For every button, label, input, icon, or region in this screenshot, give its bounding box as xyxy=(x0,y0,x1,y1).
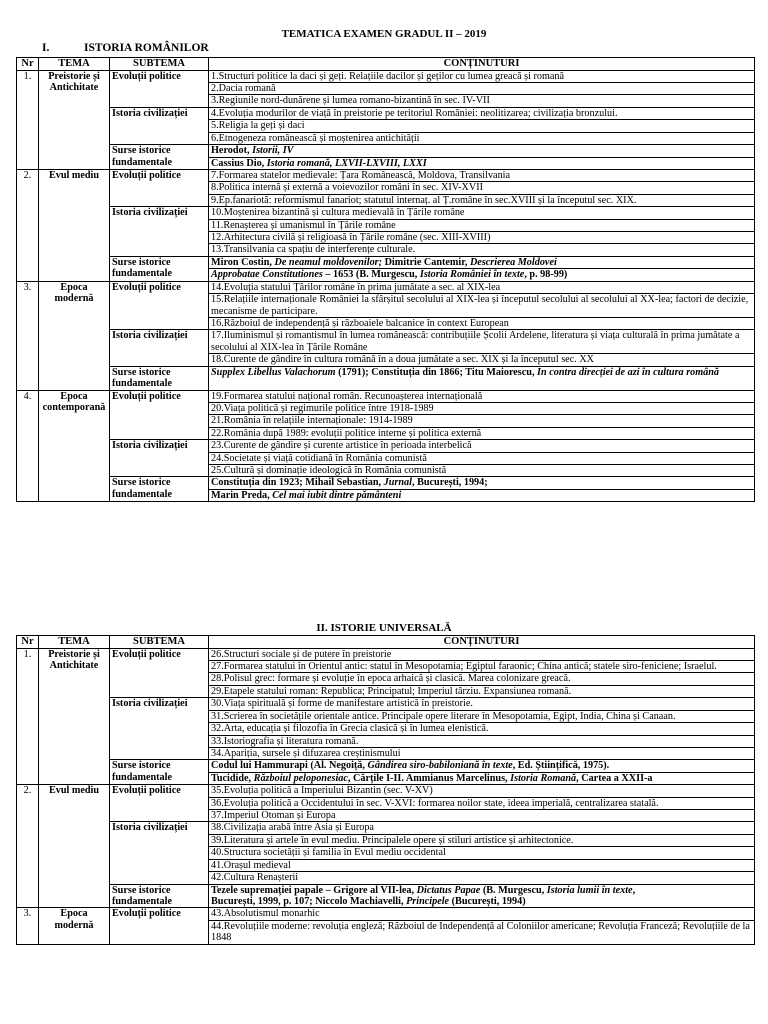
header-continuturi: CONȚINUTURI xyxy=(209,636,755,649)
source-item: Miron Costin, De neamul moldovenilor; Dimitrie Cantemir, Descrierea Moldovei xyxy=(209,256,755,268)
table-row xyxy=(17,281,755,293)
header-tema: TEMA xyxy=(39,58,110,71)
subtheme-politics: Evoluții politice xyxy=(110,169,209,206)
content-item: 23.Curente de gândire și curente artistice în perioada interbelică xyxy=(209,440,755,452)
content-item: 42.Cultura Renașterii xyxy=(209,872,755,884)
content-item: 21.România în relațiile internaționale: 1914-1989 xyxy=(209,415,755,427)
subtheme-civilization: Istoria civilizației xyxy=(110,822,209,884)
row-number: 3. xyxy=(17,281,39,390)
content-item: 24.Societate și viață cotidiană în România comunistă xyxy=(209,452,755,464)
row-number: 1. xyxy=(17,70,39,169)
content-item: 36.Evoluția politică a Occidentului în sec. V-XVI: formarea noilor state, ideea imperială, centralizarea statală. xyxy=(209,797,755,809)
subtheme-sources: Surse istorice fundamentale xyxy=(110,256,209,281)
content-item: 40.Structura societății și familia în Evul mediu occidental xyxy=(209,847,755,859)
section-heading-istorie-universala: II. ISTORIE UNIVERSALĂ xyxy=(316,622,452,634)
content-item: 10.Moștenirea bizantină și cultura medievală în Țările române xyxy=(209,207,755,219)
content-item: 6.Etnogeneza românească și moștenirea antichității xyxy=(209,132,755,144)
content-item: 9.Ep.fanariotă: reformismul fanariot; statutul internaț. al Ț.române în sec.XVIII și la începutul sec. XIX. xyxy=(209,194,755,206)
content-item: 37.Imperiul Otoman și Europa xyxy=(209,810,755,822)
source-item: Marin Preda, Cel mai iubit dintre pământeni xyxy=(209,489,755,501)
content-item: 31.Scrierea în societățile orientale antice. Principale opere literare în Mesopotamia, Egipt, India, China și Canaan. xyxy=(209,710,755,722)
content-item: 26.Structuri sociale și de putere în preistorie xyxy=(209,648,755,660)
row-number: 1. xyxy=(17,648,39,785)
source-item: Tucidide, Războiul peloponesiac, Cărțile I-II. Ammianus Marcelinus, Istoria Romană, Cartea a XXII-a xyxy=(209,772,755,784)
row-theme: Evul mediu xyxy=(39,169,110,281)
subtheme-civilization: Istoria civilizației xyxy=(110,698,209,760)
subtheme-civilization: Istoria civilizației xyxy=(110,440,209,477)
table-header-row xyxy=(17,636,755,649)
row-number: 2. xyxy=(17,169,39,281)
content-item: 14.Evoluția statului Țărilor române în prima jumătate a sec. al XIX-lea xyxy=(209,281,755,293)
content-item: 27.Formarea statului în Orientul antic: statul în Mesopotamia; Egiptul faraonic; China antică; statele siro-feniciene; Israelul. xyxy=(209,660,755,672)
content-item: 2.Dacia romană xyxy=(209,82,755,94)
content-item: 8.Politica internă și externă a voievozilor români în sec. XIV-XVII xyxy=(209,182,755,194)
content-item: 33.Istoriografia și literatura romană. xyxy=(209,735,755,747)
syllabus-table-romanian-history xyxy=(16,57,755,502)
content-item: 1.Structuri politice la daci și geți. Relațiile dacilor și geților cu lumea greacă și romană xyxy=(209,70,755,82)
document-title: TEMATICA EXAMEN GRADUL II – 2019 xyxy=(281,28,487,40)
content-item: 35.Evoluția politică a Imperiului Bizantin (sec. V-XV) xyxy=(209,785,755,797)
row-theme: Epoca contemporană xyxy=(39,390,110,502)
content-item: 38.Civilizația arabă între Asia și Europa xyxy=(209,822,755,834)
content-item: 20.Viața politică și regimurile politice între 1918-1989 xyxy=(209,402,755,414)
content-item: 29.Etapele statului roman: Republica; Principatul; Imperiul târziu. Expansiunea romană. xyxy=(209,685,755,697)
table-row xyxy=(17,785,755,797)
content-item: 18.Curente de gândire în cultura română în a doua jumătate a sec. XIX și la începutul sec. XX xyxy=(209,354,755,366)
content-item: 34.Apariția, sursele și difuzarea creștinismului xyxy=(209,747,755,759)
content-item: 41.Orașul medieval xyxy=(209,859,755,871)
subtheme-sources: Surse istorice fundamentale xyxy=(110,145,209,170)
table-row xyxy=(17,169,755,181)
source-item: Cassius Dio, Istoria romană, LXVII-LXVIII, LXXI xyxy=(209,157,755,169)
syllabus-table-universal-history xyxy=(16,635,755,945)
subtheme-civilization: Istoria civilizației xyxy=(110,107,209,144)
subtheme-politics: Evoluții politice xyxy=(110,908,209,944)
table-row xyxy=(17,648,755,660)
source-item: Supplex Libellus Valachorum (1791); Constituția din 1866; Titu Maiorescu, In contra direcției de azi în cultura română xyxy=(209,366,755,390)
content-item: 44.Revoluțiile moderne: revoluția engleză; Războiul de Independență al Coloniilor americane; Revoluția Franceză; Revoluțiile de la 1848 xyxy=(209,920,755,944)
table-row xyxy=(17,390,755,402)
header-tema: TEMA xyxy=(39,636,110,649)
subtheme-sources: Surse istorice fundamentale xyxy=(110,760,209,785)
subtheme-politics: Evoluții politice xyxy=(110,70,209,107)
subtheme-sources: Surse istorice fundamentale xyxy=(110,477,209,502)
header-subtema: SUBTEMA xyxy=(110,58,209,71)
row-number: 2. xyxy=(17,785,39,908)
subtheme-sources: Surse istorice fundamentale xyxy=(110,884,209,908)
header-nr: Nr xyxy=(17,636,39,649)
table-row xyxy=(17,908,755,920)
table-header-row xyxy=(17,58,755,71)
subtheme-civilization: Istoria civilizației xyxy=(110,207,209,257)
row-number: 4. xyxy=(17,390,39,502)
content-item: 5.Religia la geți și daci xyxy=(209,120,755,132)
header-continuturi: CONȚINUTURI xyxy=(209,58,755,71)
subtheme-sources: Surse istorice fundamentale xyxy=(110,366,209,390)
content-item: 16.Războiul de independență și războaiele balcanice în context European xyxy=(209,317,755,329)
source-item: Constituția din 1923; Mihail Sebastian, Jurnal, București, 1994; xyxy=(209,477,755,489)
section-number: I. xyxy=(42,42,50,54)
source-item: Codul lui Hammurapi (Al. Negoiță, Gândirea siro-babiloniană în texte, Ed. Științifică, 1975). xyxy=(209,760,755,772)
subtheme-politics: Evoluții politice xyxy=(110,785,209,822)
content-item: 43.Absolutismul monarhic xyxy=(209,908,755,920)
source-item: Herodot, Istorii, IV xyxy=(209,145,755,157)
header-subtema: SUBTEMA xyxy=(110,636,209,649)
row-number: 3. xyxy=(17,908,39,944)
source-item: Approbatae Constitutiones – 1653 (B. Murgescu, Istoria României în texte, p. 98-99) xyxy=(209,269,755,281)
table-row xyxy=(17,70,755,82)
row-theme: Evul mediu xyxy=(39,785,110,908)
subtheme-politics: Evoluții politice xyxy=(110,648,209,698)
content-item: 25.Cultură și dominație ideologică în România comunistă xyxy=(209,465,755,477)
row-theme: Preistorie și Antichitate xyxy=(39,648,110,785)
source-item: Tezele supremației papale – Grigore al VII-lea, Dictatus Papae (B. Murgescu, Istoria lumii în texte, București, 1999, p. 107; Niccolo Machiavelli, Principele (București, 1994) xyxy=(209,884,755,908)
subtheme-civilization: Istoria civilizației xyxy=(110,330,209,366)
content-item: 30.Viața spirituală și forme de manifestare artistică în preistorie. xyxy=(209,698,755,710)
subtheme-politics: Evoluții politice xyxy=(110,281,209,330)
content-item: 12.Arhitectura civilă și religioasă în Țările române (sec. XIII-XVIII) xyxy=(209,232,755,244)
content-item: 3.Regiunile nord-dunărene și lumea romano-bizantină în sec. IV-VII xyxy=(209,95,755,107)
content-item: 13.Transilvania ca spațiu de interferențe culturale. xyxy=(209,244,755,256)
row-theme: Epoca modernă xyxy=(39,908,110,944)
content-item: 15.Relațiile internaționale României la sfârșitul secolului al XIX-lea și începutul secolului al secolului al XX-lea; factori de decizie, mecanisme de participare. xyxy=(209,294,755,318)
subtheme-politics: Evoluții politice xyxy=(110,390,209,440)
row-theme: Epoca modernă xyxy=(39,281,110,390)
row-theme: Preistorie și Antichitate xyxy=(39,70,110,169)
content-item: 7.Formarea statelor medievale: Țara Românească, Moldova, Transilvania xyxy=(209,169,755,181)
content-item: 4.Evoluția modurilor de viață în preistorie pe teritoriul României: neolitizarea; civilizația bronzului. xyxy=(209,107,755,119)
content-item: 28.Polisul grec: formare și evoluție în epoca arhaică și clasică. Marea colonizare greacă. xyxy=(209,673,755,685)
content-item: 11.Renașterea și umanismul în Țările române xyxy=(209,219,755,231)
section-title: ISTORIA ROMÂNILOR xyxy=(84,42,209,54)
section-heading-istoria-romanilor xyxy=(42,42,209,55)
content-item: 19.Formarea statului național român. Recunoașterea internațională xyxy=(209,390,755,402)
content-item: 39.Literatura și artele în evul mediu. Principalele opere și stiluri artistice și arhitectonice. xyxy=(209,834,755,846)
header-nr: Nr xyxy=(17,58,39,71)
content-item: 32.Arta, educația și filozofia în Grecia clasică și în lumea elenistică. xyxy=(209,723,755,735)
content-item: 22.România după 1989: evoluții politice interne și politica externă xyxy=(209,427,755,439)
content-item: 17.Iluminismul și romantismul în lumea românească: contribuțiile Școlii Ardelene, literatura și viața culturală în prima jumătate a secolului al XIX-lea în Țările Române xyxy=(209,330,755,354)
